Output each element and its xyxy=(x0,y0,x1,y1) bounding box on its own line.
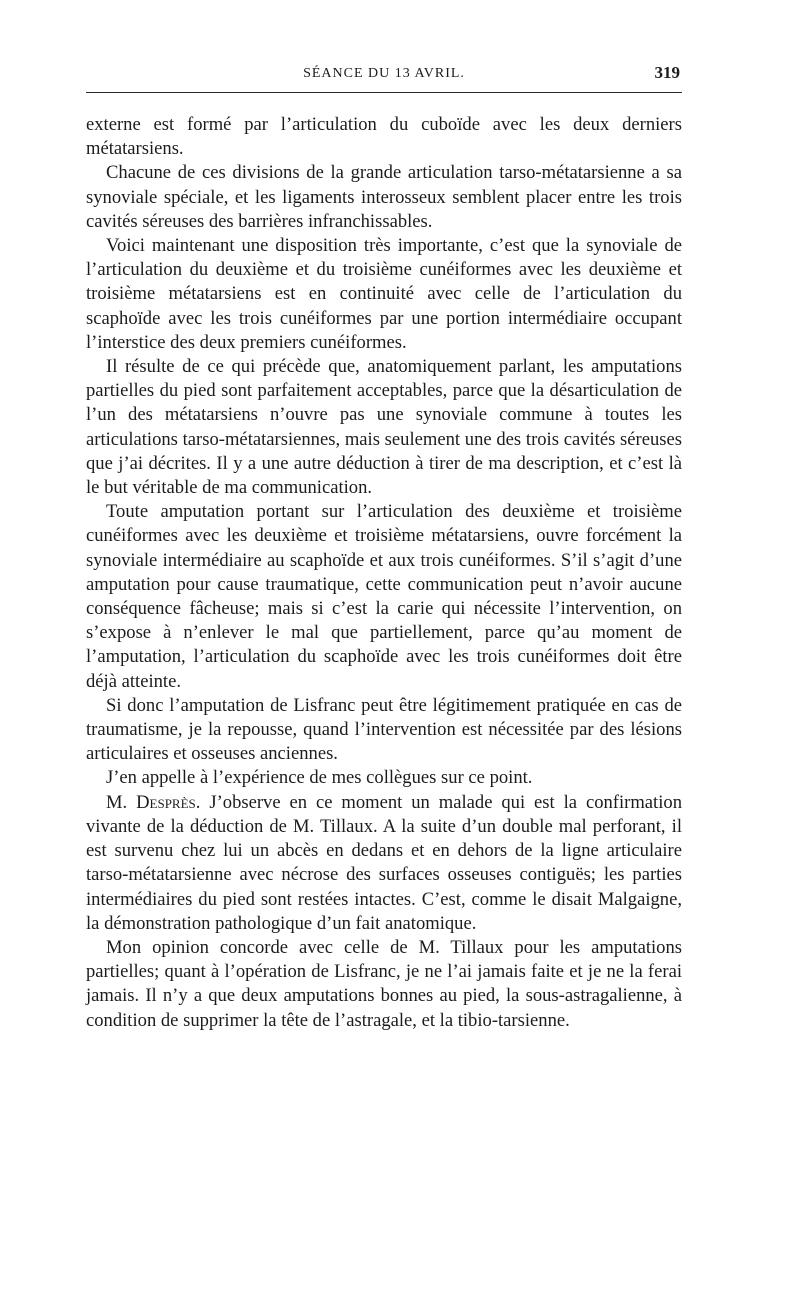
page-number: 319 xyxy=(654,63,680,82)
running-head: SÉANCE DU 13 AVRIL. xyxy=(303,66,465,81)
paragraph-speaker xyxy=(86,791,682,936)
speaker-name: M. Desprès. xyxy=(106,791,201,813)
paragraph: Si donc l’amputation de Lisfranc peut être légitimement pratiquée en cas de traumatisme, je la repousse, quand l’intervention est nécessitée par des lésions articulaires et osseuses anciennes. xyxy=(86,694,682,765)
paragraph: Chacune de ces divisions de la grande articulation tarso-métatarsienne a sa synoviale spéciale, et les ligaments interosseux semblent placer entre les trois cavités séreuses des barrières infranchissables. xyxy=(86,162,682,232)
speaker-text: J’observe en ce moment un malade qui est la confirmation vivante de la déduction de M. Tillaux. A la suite d’un double mal perforant, il est survenu chez lui un abcès en dedans et en dehors de la ligne articulaire tarso-métatarsienne avec nécrose des surfaces osseuses contiguës; les parties intermédiaires du pied sont restées intactes. C’est, comme le disait Malgaigne, la démonstration pathologique d’un fait anatomique. xyxy=(86,791,682,934)
book-page xyxy=(86,58,682,1033)
paragraph: Toute amputation portant sur l’articulation des deuxième et troisième cunéiformes avec les deuxième et troisième métatarsiens, ouvre forcément la synoviale intermédiaire au scaphoïde et aux trois cunéiformes. S’il s’agit d’une amputation pour cause traumatique, cette communication peut n’avoir aucune conséquence fâcheuse; mais si c’est la carie qui nécessite l’intervention, on s’expose à n’enlever le mal que partiellement, parce qu’au moment de l’amputation, l’articulation du scaphoïde avec les trois cunéiformes doit être déjà atteinte. xyxy=(86,501,682,692)
page-header xyxy=(86,58,682,93)
paragraph: Voici maintenant une disposition très importante, c’est que la synoviale de l’articulation du deuxième et du troisième cunéiformes avec les deuxième et troisième métatarsiens est en continuité avec celle de l’articulation du scaphoïde avec les trois cunéiformes par une portion intermédiaire occupant l’interstice des deux premiers cunéiformes. xyxy=(86,235,682,353)
paragraph: J’en appelle à l’expérience de mes collègues sur ce point. xyxy=(106,767,533,789)
body-text xyxy=(86,113,682,1033)
paragraph: Il résulte de ce qui précède que, anatomiquement parlant, les amputations partielles du pied sont parfaitement acceptables, parce que la désarticulation de l’un des métatarsiens n’ouvre pas une synoviale commune à toutes les articulations tarso-métatarsiennes, mais seulement une des trois cavités séreuses que j’ai décrites. Il y a une autre déduction à tirer de ma description, et c’est là le but véritable de ma communication. xyxy=(86,356,682,499)
paragraph: Mon opinion concorde avec celle de M. Tillaux pour les amputations partielles; quant à l’opération de Lisfranc, je ne l’ai jamais faite et je ne la ferai jamais. Il n’y a que deux amputations bonnes au pied, la sous-astragalienne, à condition de supprimer la tête de l’astragale, et la tibio-tarsienne. xyxy=(86,936,682,1031)
paragraph: externe est formé par l’articulation du cuboïde avec les deux derniers métatarsiens. xyxy=(86,114,682,160)
